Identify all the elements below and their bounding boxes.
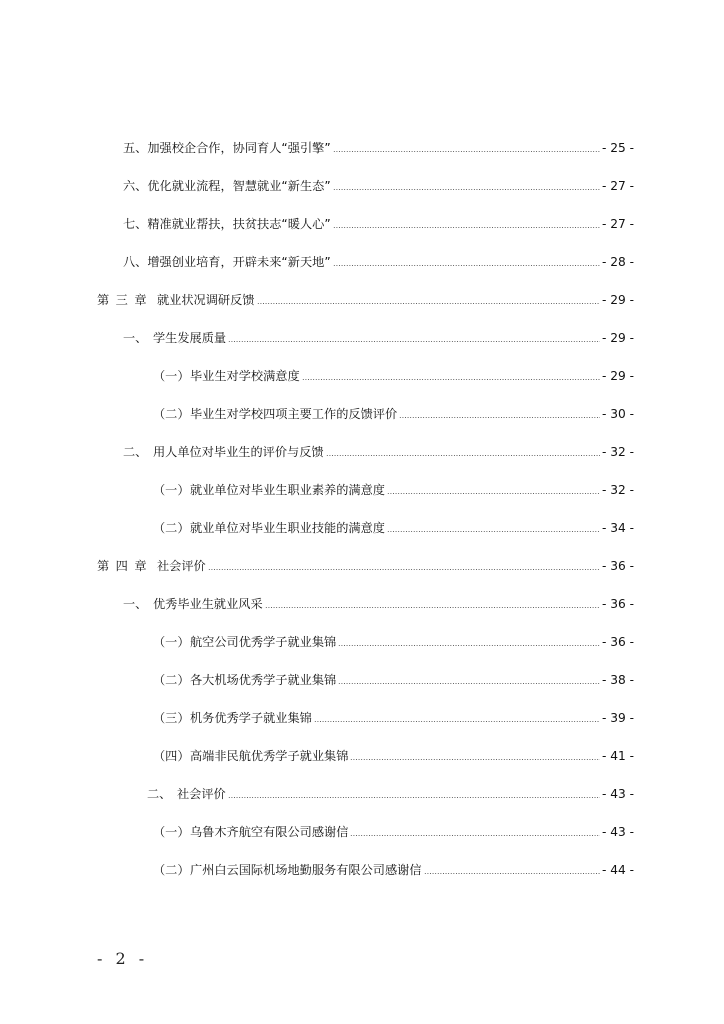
toc-entry-page: - 32 -	[602, 483, 635, 497]
toc-entry-number: （二）	[153, 407, 190, 421]
toc-section-entry[interactable]	[123, 595, 634, 613]
dot-leader	[265, 607, 600, 608]
toc-subsection-entry[interactable]	[153, 367, 634, 385]
toc-entry-number: （一）	[153, 825, 190, 839]
toc-subsection-entry[interactable]	[153, 823, 634, 841]
dot-leader	[257, 303, 601, 304]
dot-leader	[333, 265, 600, 266]
toc-entry-page: - 44 -	[602, 863, 635, 877]
toc-entry-number: 二、	[147, 787, 172, 801]
toc-entry-number: 二、	[123, 445, 148, 459]
dot-leader	[350, 759, 600, 760]
toc-entry-page: - 29 -	[602, 369, 635, 383]
toc-subsection-entry[interactable]	[153, 671, 634, 689]
dot-leader	[399, 417, 600, 418]
toc-entry-title: 高端非民航优秀学子就业集锦	[190, 749, 349, 763]
toc-entry-page: - 34 -	[602, 521, 635, 535]
toc-chapter-entry[interactable]	[97, 557, 634, 575]
toc-entry-title: 优化就业流程，智慧就业“新生态”	[147, 179, 331, 193]
toc-entry-title: 就业状况调研反馈	[157, 293, 255, 307]
toc-entry-title: 机务优秀学子就业集锦	[190, 711, 312, 725]
toc-entry-title: 用人单位对毕业生的评价与反馈	[153, 445, 324, 459]
toc-section-entry[interactable]	[123, 443, 634, 461]
toc-entry-title: 优秀毕业生就业风采	[153, 597, 263, 611]
dot-leader	[350, 835, 600, 836]
toc-subsection-entry[interactable]	[153, 405, 634, 423]
toc-subsection-entry[interactable]	[153, 633, 634, 651]
toc-entry-title: 加强校企合作，协同育人“强引擎”	[147, 141, 331, 155]
toc-entry-number: 一、	[123, 331, 148, 345]
toc-entry-number: （一）	[153, 369, 190, 383]
toc-entry[interactable]	[123, 253, 634, 271]
dot-leader	[424, 873, 600, 874]
toc-entry-title: 广州白云国际机场地勤服务有限公司感谢信	[190, 863, 422, 877]
toc-chapter-number: 第三章	[97, 293, 154, 307]
toc-entry-number: 五、	[123, 141, 148, 155]
toc-entry-page: - 36 -	[602, 559, 635, 573]
dot-leader	[333, 227, 600, 228]
toc-entry-page: - 41 -	[602, 749, 635, 763]
toc-subsection-entry[interactable]	[153, 519, 634, 537]
toc-entry-title: 增强创业培育，开辟未来“新天地”	[147, 255, 331, 269]
toc-entry-page: - 38 -	[602, 673, 635, 687]
toc-section-entry[interactable]	[123, 329, 634, 347]
dot-leader	[326, 455, 600, 456]
toc-entry-page: - 29 -	[602, 293, 635, 307]
toc-entry-number: （二）	[153, 673, 190, 687]
dot-leader	[387, 493, 600, 494]
toc-subsection-entry[interactable]	[153, 861, 634, 879]
toc-entry-page: - 27 -	[602, 217, 635, 231]
toc-entry-title: 社会评价	[177, 787, 226, 801]
toc-entry-page: - 43 -	[602, 825, 635, 839]
toc-entry[interactable]	[123, 177, 634, 195]
dot-leader	[333, 189, 600, 190]
toc-entry-title: 就业单位对毕业生职业技能的满意度	[190, 521, 385, 535]
toc-entry-number: 六、	[123, 179, 148, 193]
toc-entry-page: - 30 -	[602, 407, 635, 421]
toc-entry-number: （二）	[153, 521, 190, 535]
toc-entry-title: 社会评价	[157, 559, 206, 573]
toc-entry-number: 一、	[123, 597, 148, 611]
dot-leader	[333, 151, 600, 152]
toc-entry-title: 乌鲁木齐航空有限公司感谢信	[190, 825, 349, 839]
toc-entry-number: （四）	[153, 749, 190, 763]
toc-entry-title: 就业单位对毕业生职业素养的满意度	[190, 483, 385, 497]
toc-entry-number: 七、	[123, 217, 148, 231]
toc-entry-title: 航空公司优秀学子就业集锦	[190, 635, 337, 649]
dot-leader	[228, 797, 600, 798]
dot-leader	[387, 531, 600, 532]
toc-chapter-entry[interactable]	[97, 291, 634, 309]
toc-entry-title: 学生发展质量	[153, 331, 227, 345]
toc-entry-page: - 28 -	[602, 255, 635, 269]
toc-entry-title: 毕业生对学校四项主要工作的反馈评价	[190, 407, 398, 421]
page-number-footer: - 2 -	[97, 949, 149, 968]
toc-entry-number: （一）	[153, 483, 190, 497]
toc-entry-number: 八、	[123, 255, 148, 269]
toc-entry[interactable]	[123, 139, 634, 157]
toc-entry-title: 毕业生对学校满意度	[190, 369, 300, 383]
toc-entry-number: （二）	[153, 863, 190, 877]
dot-leader	[208, 569, 600, 570]
dot-leader	[338, 683, 600, 684]
dot-leader	[302, 379, 600, 380]
toc-entry-page: - 25 -	[602, 141, 635, 155]
toc-entry-page: - 29 -	[602, 331, 635, 345]
toc-entry-number: （三）	[153, 711, 190, 725]
toc-entry-page: - 27 -	[602, 179, 635, 193]
toc-entry-page: - 39 -	[602, 711, 635, 725]
toc-chapter-number: 第四章	[97, 559, 154, 573]
toc-subsection-entry[interactable]	[153, 481, 634, 499]
toc-entry-number: （一）	[153, 635, 190, 649]
dot-leader	[314, 721, 600, 722]
toc-entry-title: 各大机场优秀学子就业集锦	[190, 673, 337, 687]
toc-entry-page: - 43 -	[602, 787, 635, 801]
toc-entry-title: 精准就业帮扶，扶贫扶志“暖人心”	[147, 217, 331, 231]
toc-entry-page: - 32 -	[602, 445, 635, 459]
toc-subsection-entry[interactable]	[153, 747, 634, 765]
dot-leader	[228, 341, 600, 342]
toc-subsection-entry[interactable]	[153, 709, 634, 727]
toc-entry-page: - 36 -	[602, 597, 635, 611]
toc-entry-page: - 36 -	[602, 635, 635, 649]
toc-section-entry[interactable]	[147, 785, 634, 803]
toc-entry[interactable]	[123, 215, 634, 233]
dot-leader	[338, 645, 600, 646]
